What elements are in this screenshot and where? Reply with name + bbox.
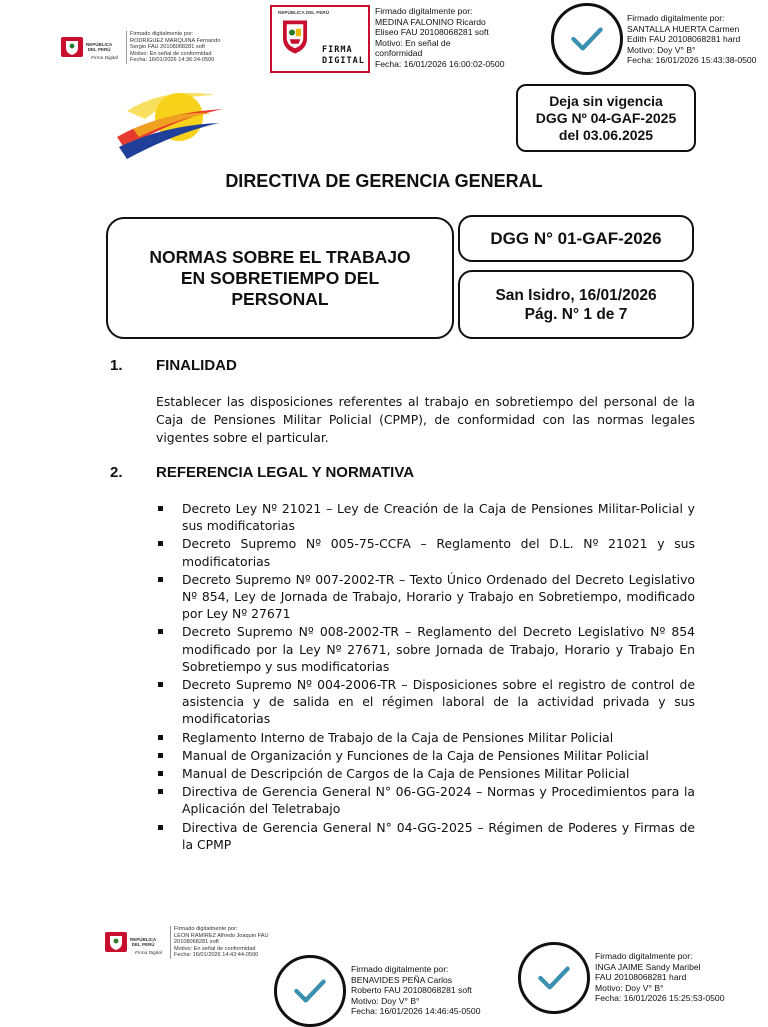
document-code-box [458, 215, 694, 262]
vigencia-line: Deja sin vigencia [549, 92, 663, 109]
signature-check-circle [518, 942, 590, 1014]
document-title-line: NORMAS SOBRE EL TRABAJO [149, 246, 411, 267]
signature-text-bottom-center [351, 964, 481, 1017]
peru-coat-of-arms-logo [60, 36, 112, 58]
peru-logo-line1: REPÚBLICA [130, 937, 157, 942]
signature-header: Firmado digitalmente por: [174, 926, 238, 932]
peru-logo-line2: DEL PERÚ [87, 47, 111, 52]
signature-check-circle [551, 3, 623, 75]
signature-text-bottom-right [595, 951, 725, 1004]
firma-digital-caption: Firma Digital [91, 56, 118, 61]
legal-reference-item [182, 819, 695, 853]
section-2-number: 2. [110, 464, 123, 481]
legal-reference-text: Manual de Organización y Funciones de la Caja de Pensiones Militar Policial [182, 747, 649, 763]
signature-text-top-right [627, 13, 757, 66]
signature-line: Sergio FAU 20108068281 soft [130, 44, 205, 51]
legal-reference-item [182, 676, 695, 728]
section-1-number: 1. [110, 357, 123, 374]
signature-header: Firmado digitalmente por: [130, 31, 194, 37]
signature-line: 20108068281 soft [174, 939, 219, 946]
section-1-text: Establecer las disposiciones referentes al trabajo en sobretiempo del personal de la Caja de Pensiones Militar Policial (CPMP), de conformidad con las normas legales vigentes sobre el particular. [156, 394, 695, 445]
signature-check-circle [274, 955, 346, 1027]
signature-line: Motivo: En señal de [375, 37, 451, 48]
signature-line: MEDINA FALONINO Ricardo [375, 16, 486, 27]
signature-line: Roberto FAU 20108068281 soft [351, 985, 472, 996]
legal-reference-text: Directiva de Gerencia General N° 06-GG-2024 – Normas y Procedimientos para la Aplicación del Teletrabajo [182, 784, 695, 817]
bullet-icon [158, 629, 163, 634]
bullet-icon [158, 541, 163, 546]
signature-line: Motivo: En señal de conformidad [174, 945, 256, 952]
bullet-icon [158, 682, 163, 687]
peru-logo-line2: DEL PERÚ [131, 942, 155, 947]
legal-reference-item [182, 623, 695, 675]
signature-line: Fecha: 16/01/2026 15:43:38-0500 [627, 55, 757, 66]
legal-reference-text: Decreto Supremo Nº 004-2006-TR – Disposiciones sobre el registro de control de asistencia y de salida en el régimen laboral de la actividad privada y sus modificatorias [182, 677, 695, 727]
bullet-icon [158, 789, 163, 794]
signature-header: Firmado digitalmente por: [375, 6, 473, 16]
peru-logo-line1: REPÚBLICA [86, 42, 113, 47]
legal-reference-text: Decreto Supremo Nº 007-2002-TR – Texto Único Ordenado del Decreto Legislativo Nº 854, Ley de Jornada de Trabajo, Horario y Trabajo en Sobretiempo, modificado por Ley Nº 27671 [182, 571, 695, 622]
document-page-number: Pág. N° 1 de 7 [524, 305, 628, 323]
document-place-date: San Isidro, 16/01/2026 [495, 286, 657, 304]
vigencia-line: DGG Nº 04-GAF-2025 [535, 109, 677, 126]
legal-reference-item [182, 783, 695, 817]
legal-reference-text: Decreto Ley Nº 21021 – Ley de Creación de la Caja de Pensiones Militar-Policial y sus modificatorias [182, 501, 695, 534]
checkmark-icon [293, 978, 327, 1004]
signature-line: Eliseo FAU 20108068281 soft [375, 27, 489, 38]
legal-reference-text: Decreto Supremo Nº 008-2002-TR – Reglamento del Decreto Legislativo Nº 854 modificado por la Ley Nº 27671, sobre Jornada de Trabajo, Horario y Trabajo En Sobretiempo y sus modificatorias [182, 624, 695, 674]
legal-reference-item [182, 500, 695, 534]
peru-shield-icon [60, 36, 84, 58]
stamp-firma-label: FIRMA [322, 45, 353, 55]
document-type-heading: DIRECTIVA DE GERENCIA GENERAL [225, 171, 543, 191]
cpmp-logo [115, 88, 225, 160]
signature-line: SANTALLA HUERTA Carmen [627, 23, 740, 34]
document-title-box [106, 217, 454, 339]
peru-coat-of-arms-icon [280, 18, 310, 56]
stamp-digital-label: DIGITAL [322, 56, 365, 66]
signature-line: FAU 20108068281 hard [595, 972, 687, 983]
signature-line: Motivo: Doy V° B° [595, 982, 664, 993]
signature-line: Motivo: Doy V° B° [627, 44, 696, 55]
signature-line: Fecha: 16/01/2026 15:25:53-0500 [595, 993, 725, 1004]
signature-header: Firmado digitalmente por: [627, 13, 725, 23]
vigencia-notice-box [516, 84, 696, 152]
signature-line: BENAVIDES PEÑA Carlos [351, 974, 453, 985]
bullet-icon [158, 753, 163, 758]
legal-references-list [182, 500, 695, 854]
signature-line: Fecha: 16/01/2026 14:36:24-0500 [130, 57, 215, 64]
legal-reference-item [182, 729, 695, 746]
bullet-icon [158, 825, 163, 830]
legal-reference-item [182, 765, 695, 782]
legal-reference-item [182, 747, 695, 764]
legal-reference-item [182, 535, 695, 569]
checkmark-icon [537, 965, 571, 991]
signature-line: LEON RAMIREZ Alfredo Joaquin FAU [174, 932, 269, 939]
signature-line: Fecha: 16/01/2026 14:43:44-0500 [174, 952, 259, 959]
bullet-icon [158, 577, 163, 582]
document-date-box [458, 270, 694, 339]
legal-reference-text: Manual de Descripción de Cargos de la Caja de Pensiones Militar Policial [182, 766, 630, 782]
legal-reference-text: Directiva de Gerencia General N° 04-GG-2025 – Régimen de Poderes y Firmas de la CPMP [182, 819, 695, 852]
signature-header: Firmado digitalmente por: [595, 951, 693, 961]
signature-header: Firmado digitalmente por: [351, 964, 449, 974]
checkmark-icon [570, 26, 604, 52]
legal-reference-text: Reglamento Interno de Trabajo de la Caja de Pensiones Militar Policial [182, 729, 614, 745]
peru-shield-icon [104, 931, 128, 953]
document-title-line: EN SOBRETIEMPO DEL [180, 267, 380, 288]
section-2-title: REFERENCIA LEGAL Y NORMATIVA [156, 464, 415, 481]
signature-text [170, 926, 269, 959]
firma-digital-stamp [270, 5, 370, 73]
vigencia-line: del 03.06.2025 [558, 126, 654, 143]
stamp-top-text: REPÚBLICA DEL PERÚ [278, 10, 330, 15]
signature-line: Motivo: En señal de conformidad [130, 50, 212, 57]
legal-reference-text: Decreto Supremo Nº 005-75-CCFA – Reglamento del D.L. Nº 21021 y sus modificatorias [182, 536, 695, 569]
bullet-icon [158, 735, 163, 740]
bullet-icon [158, 771, 163, 776]
peru-coat-of-arms-logo [104, 931, 156, 953]
legal-reference-item [182, 571, 695, 623]
signature-line: Fecha: 16/01/2026 14:46:45-0500 [351, 1006, 481, 1017]
signature-block-top-left [60, 30, 230, 70]
signature-text-top-center [375, 6, 505, 70]
document-title-line: PERSONAL [231, 288, 329, 309]
signature-line: RODRIGUEZ MARQUINA Fernando [130, 37, 221, 44]
signature-line: INGA JAIME Sandy Maribel [595, 961, 701, 972]
section-1-title: FINALIDAD [156, 357, 237, 374]
signature-line: Motivo: Doy V° B° [351, 995, 420, 1006]
firma-digital-caption: Firma Digital [135, 951, 162, 956]
bullet-icon [158, 506, 163, 511]
signature-line: Edith FAU 20108068281 hard [627, 34, 741, 45]
signature-line: conformidad [375, 48, 423, 59]
document-code: DGG N° 01-GAF-2026 [490, 228, 662, 248]
signature-block-bottom-left [104, 925, 274, 965]
signature-text [126, 31, 220, 64]
signature-line: Fecha: 16/01/2026 16:00:02-0500 [375, 58, 505, 69]
